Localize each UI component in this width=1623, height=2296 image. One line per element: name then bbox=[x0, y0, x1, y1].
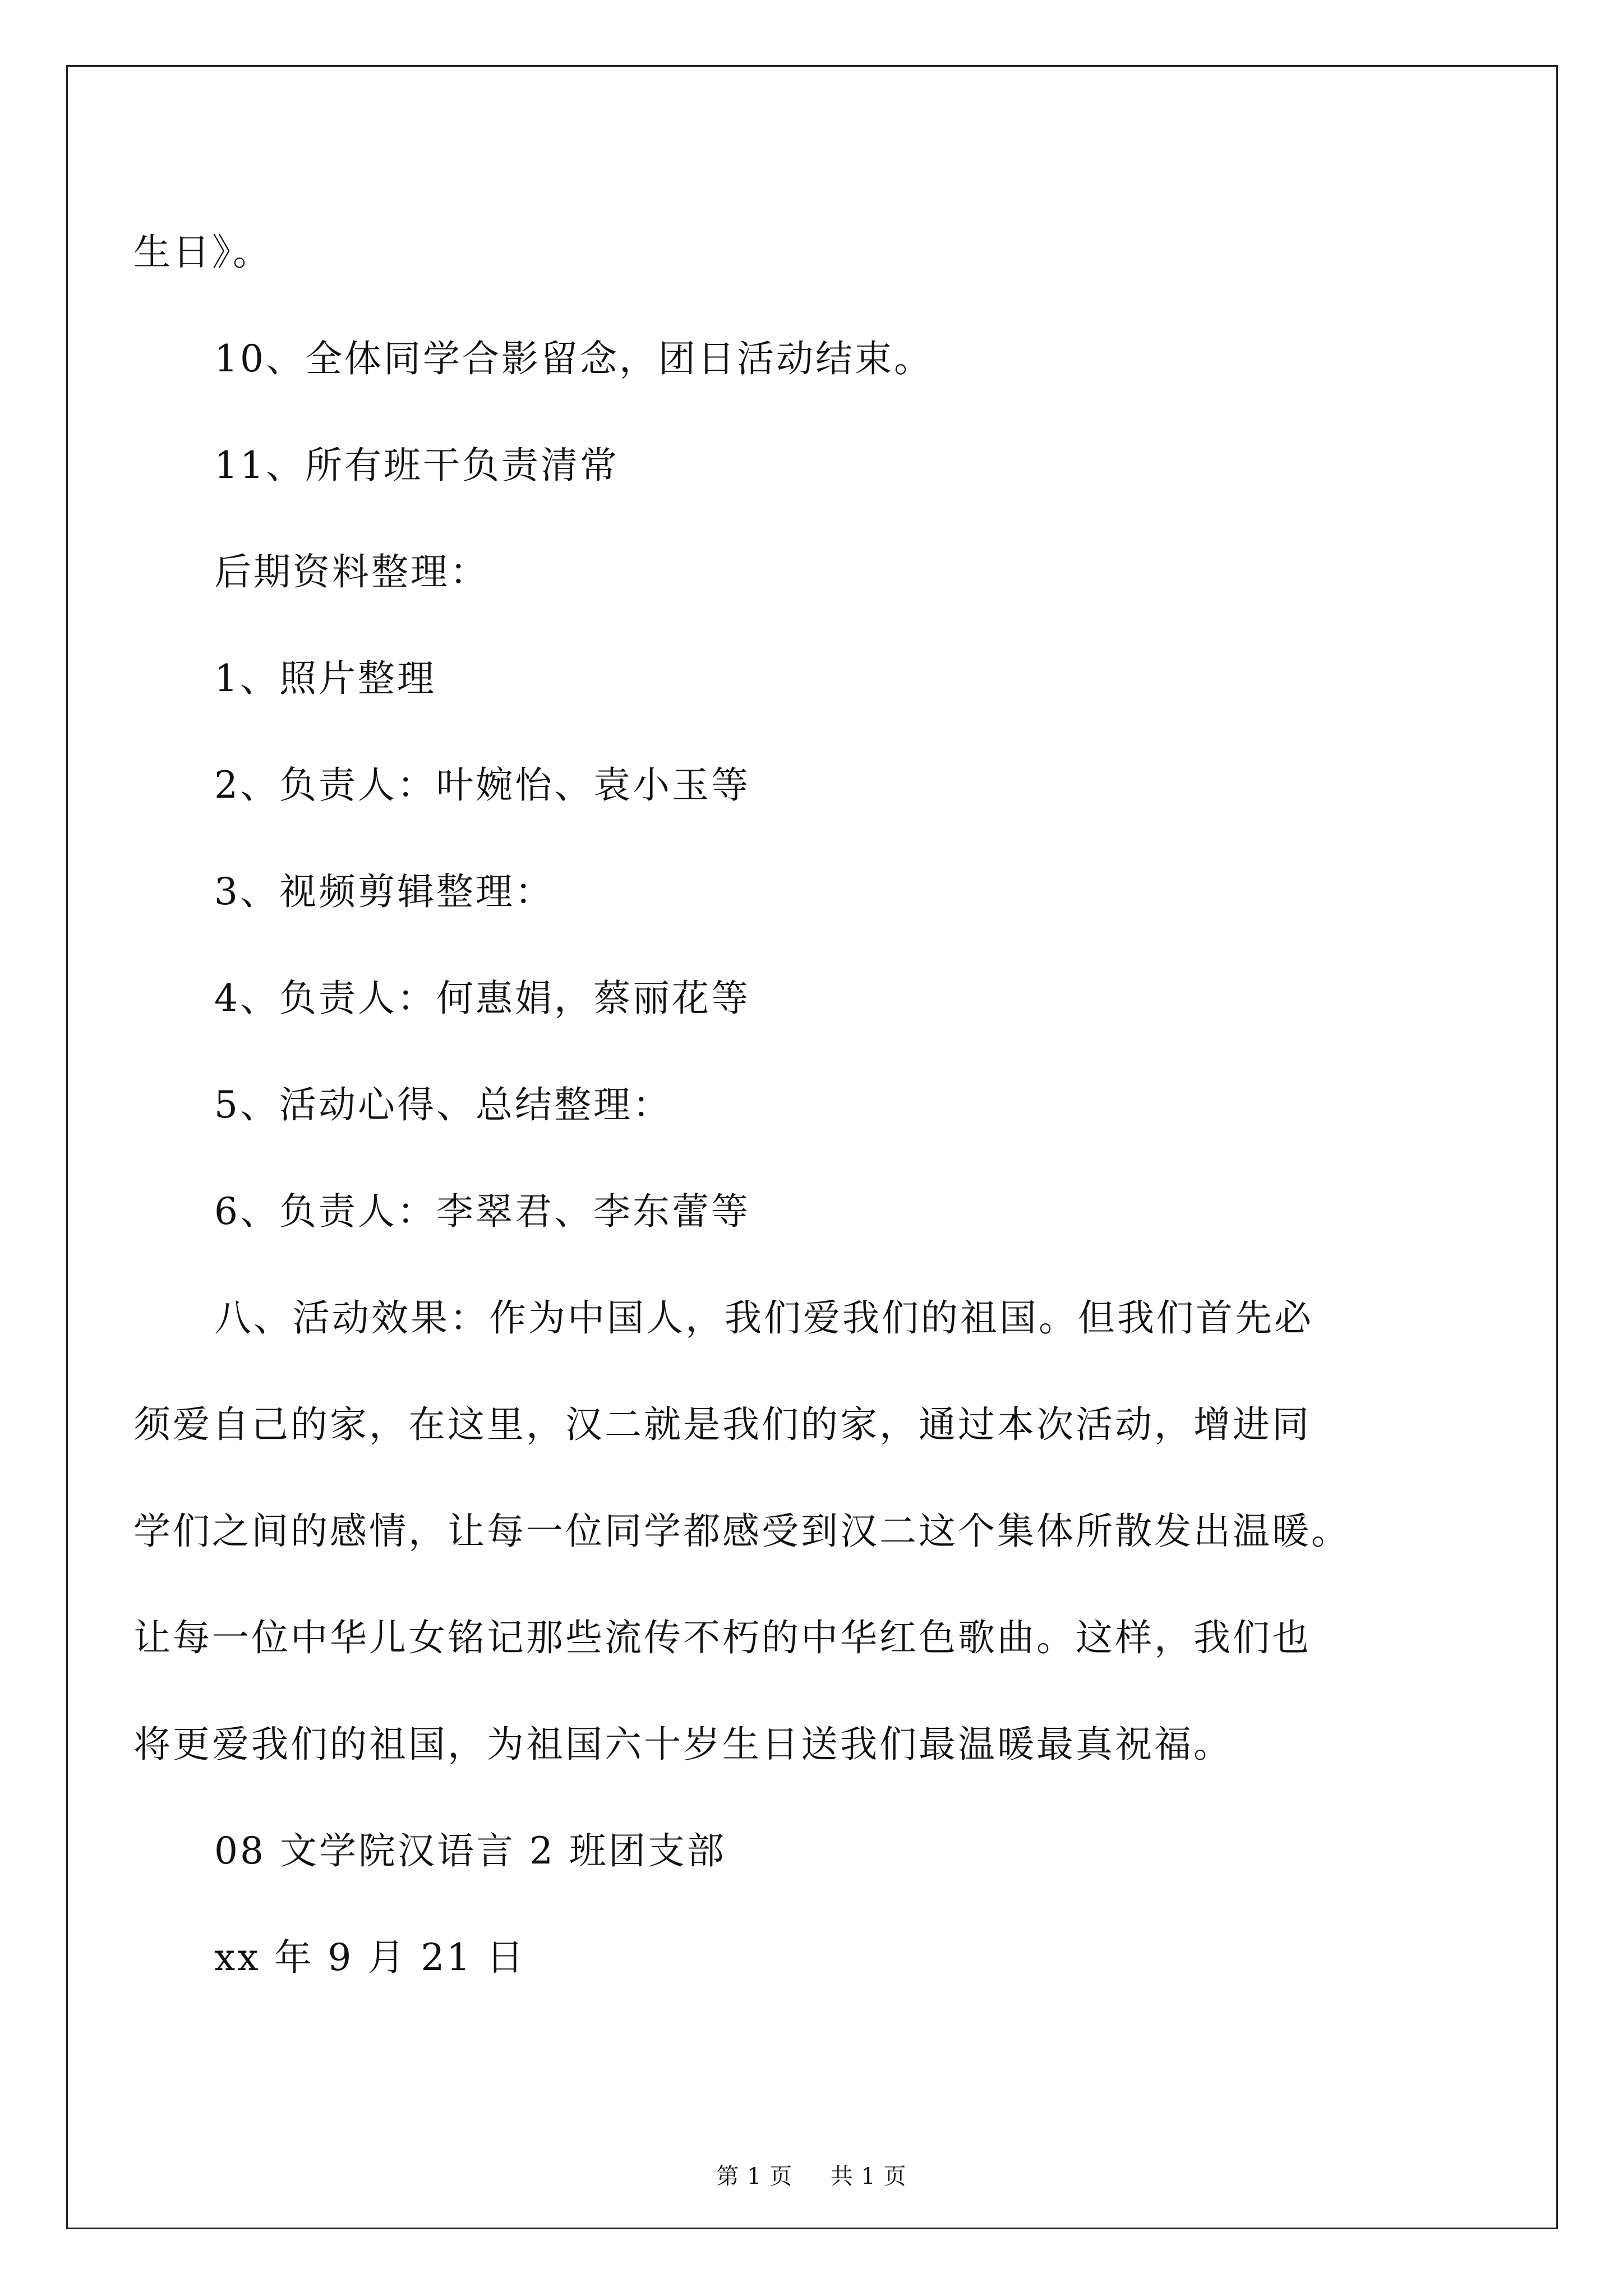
page-footer bbox=[0, 2160, 1623, 2193]
list-item: 1、照片整理 bbox=[214, 657, 436, 700]
paragraph-line: 学们之间的感情，让每一位同学都感受到汉二这个集体所散发出温暖。 bbox=[133, 1510, 1350, 1553]
list-item: 4、负责人：何惠娟，蔡丽花等 bbox=[214, 977, 750, 1020]
list-item: 3、视频剪辑整理： bbox=[214, 870, 554, 913]
text-line: 生日》。 bbox=[133, 231, 272, 274]
list-item: 11、所有班干负责清常 bbox=[214, 444, 619, 487]
list-item: 6、负责人：李翠君、李东蕾等 bbox=[214, 1190, 750, 1233]
paragraph-line: 将更爱我们的祖国，为祖国六十岁生日送我们最温暖最真祝福。 bbox=[133, 1723, 1233, 1766]
paragraph-line: 八、活动效果：作为中国人，我们爱我们的祖国。但我们首先必 bbox=[214, 1296, 1313, 1340]
page-number-total: 共 1 页 bbox=[830, 2164, 907, 2189]
signature-date: xx 年 9 月 21 日 bbox=[214, 1936, 526, 1979]
section-heading: 后期资料整理： bbox=[214, 550, 489, 593]
list-item: 10、全体同学合影留念，团日活动结束。 bbox=[214, 337, 933, 380]
list-item: 5、活动心得、总结整理： bbox=[214, 1083, 672, 1126]
page-number-current: 第 1 页 bbox=[716, 2164, 793, 2189]
signature-organization: 08 文学院汉语言 2 班团支部 bbox=[214, 1829, 726, 1872]
paragraph-line: 须爱自己的家，在这里，汉二就是我们的家，通过本次活动，增进同 bbox=[133, 1403, 1311, 1446]
page-border bbox=[66, 65, 1558, 2229]
list-item: 2、负责人：叶婉怡、袁小玉等 bbox=[214, 763, 750, 807]
paragraph-line: 让每一位中华儿女铭记那些流传不朽的中华红色歌曲。这样，我们也 bbox=[133, 1616, 1311, 1659]
